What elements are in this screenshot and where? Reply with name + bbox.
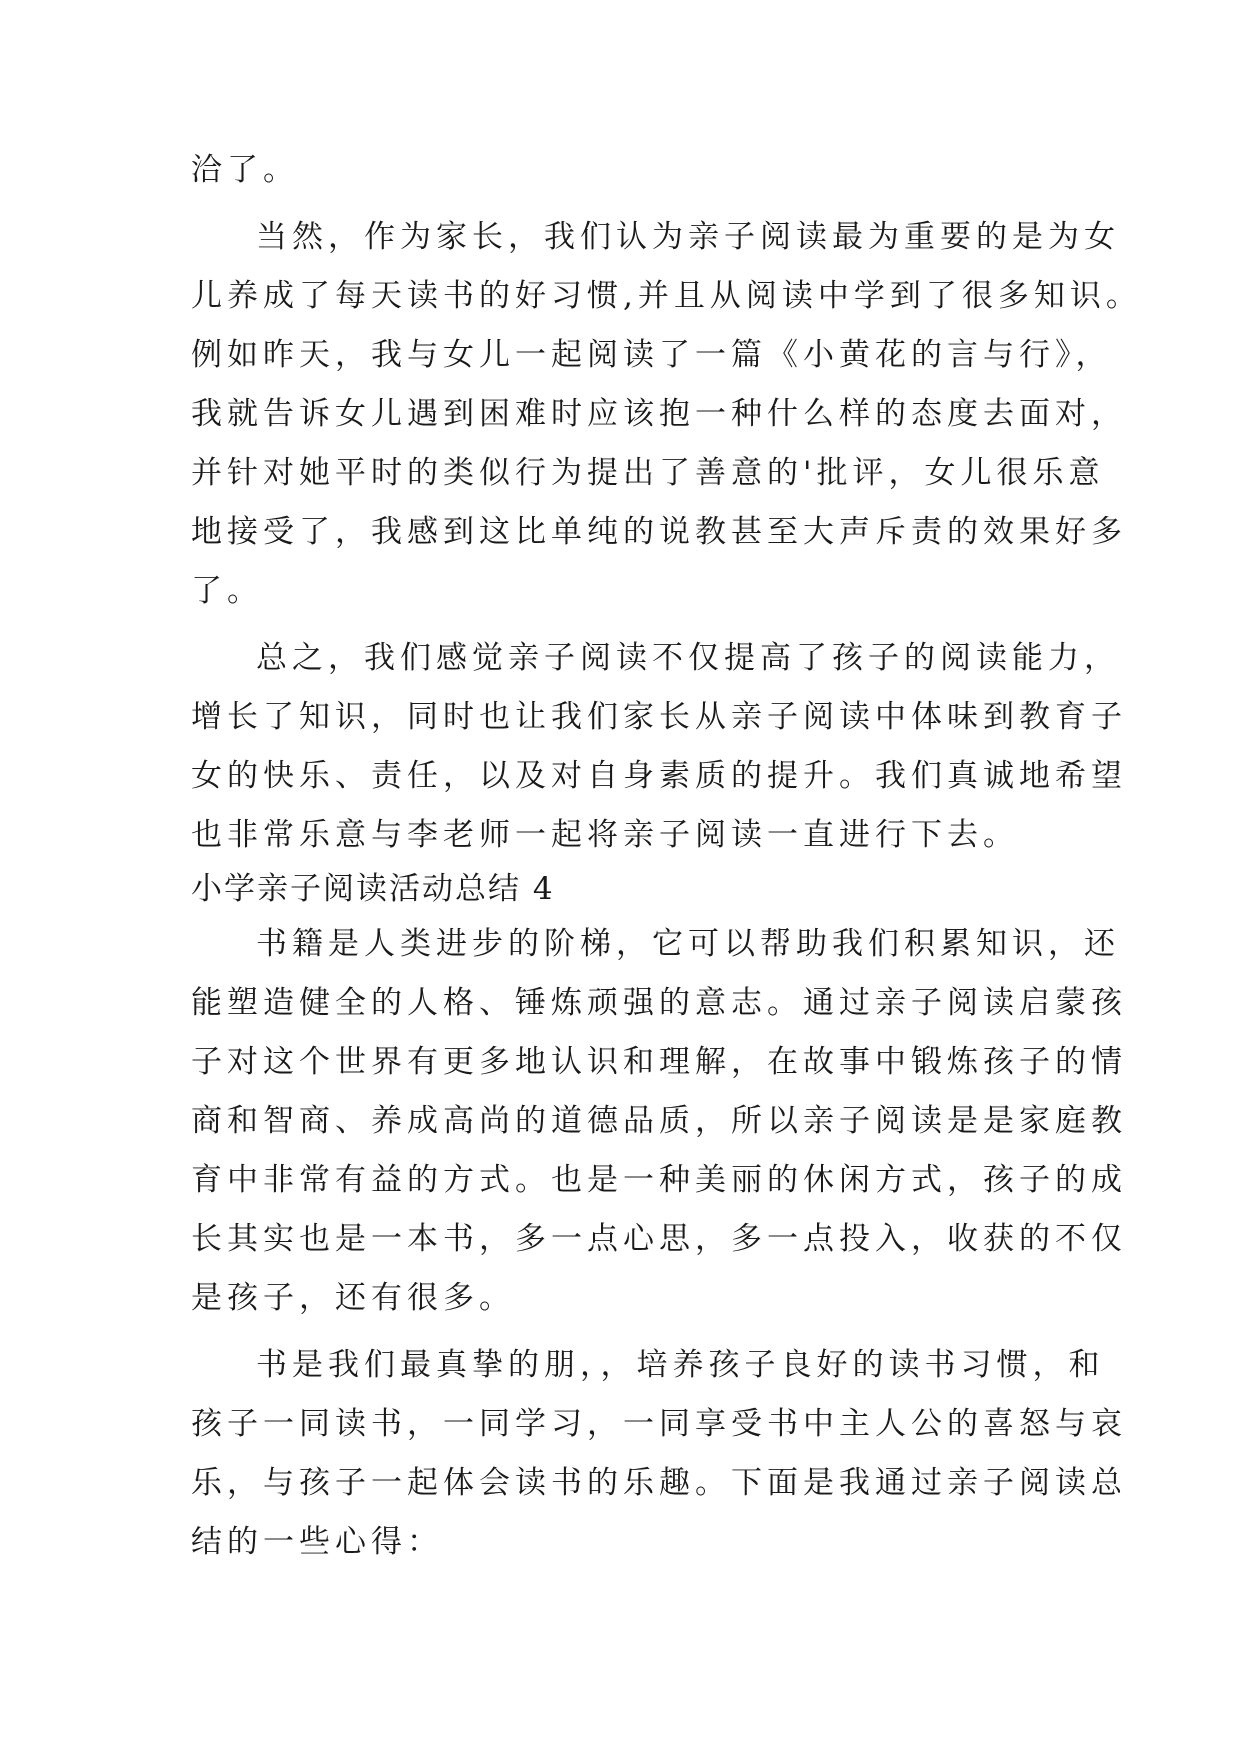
paragraph-line: 能塑造健全的人格、锤炼顽强的意志。通过亲子阅读启蒙孩 — [191, 985, 1127, 1021]
paragraph-line: 乐，与孩子一起体会读书的乐趣。下面是我通过亲子阅读总 — [191, 1465, 1127, 1501]
paragraph-line: 育中非常有益的方式。也是一种美丽的休闲方式，孩子的成 — [191, 1162, 1127, 1198]
paragraph-line: 女的快乐、责任，以及对自身素质的提升。我们真诚地希望 — [191, 758, 1127, 794]
paragraph-line: 总之，我们感觉亲子阅读不仅提高了孩子的阅读能力， — [256, 640, 1120, 676]
section-heading: 小学亲子阅读活动总结 4 — [191, 871, 555, 907]
paragraph-line: 书籍是人类进步的阶梯，它可以帮助我们积累知识，还 — [256, 926, 1120, 962]
paragraph-line: 当然，作为家长，我们认为亲子阅读最为重要的是为女 — [256, 219, 1120, 255]
paragraph-line: 儿养成了每天读书的好习惯,并且从阅读中学到了很多知识。 — [191, 278, 1142, 314]
paragraph-line: 子对这个世界有更多地认识和理解，在故事中锻炼孩子的情 — [191, 1044, 1127, 1080]
paragraph-line: 是孩子，还有很多。 — [191, 1280, 515, 1316]
paragraph-line: 商和智商、养成高尚的道德品质，所以亲子阅读是是家庭教 — [191, 1103, 1127, 1139]
paragraph-line: 例如昨天，我与女儿一起阅读了一篇《小黄花的言与行》， — [191, 337, 1112, 373]
paragraph-line: 也非常乐意与李老师一起将亲子阅读一直进行下去。 — [191, 817, 1019, 853]
paragraph-line: 地接受了，我感到这比单纯的说教甚至大声斥责的效果好多 — [191, 514, 1127, 550]
paragraph-line: 长其实也是一本书，多一点心思，多一点投入，收获的不仅 — [191, 1221, 1127, 1257]
paragraph-line: 了。 — [191, 573, 263, 609]
paragraph-line: 并针对她平时的类似行为提出了善意的'批评，女儿很乐意 — [191, 455, 1105, 491]
paragraph-line: 增长了知识，同时也让我们家长从亲子阅读中体味到教育子 — [191, 699, 1127, 735]
paragraph-line: 结的一些心得： — [191, 1524, 443, 1560]
paragraph-line: 洽了。 — [191, 152, 299, 188]
paragraph-line: 书是我们最真挚的朋，，培养孩子良好的读书习惯，和 — [256, 1347, 1105, 1383]
paragraph-line: 孩子一同读书，一同学习，一同享受书中主人公的喜怒与哀 — [191, 1406, 1127, 1442]
paragraph-line: 我就告诉女儿遇到困难时应该抱一种什么样的态度去面对， — [191, 396, 1127, 432]
